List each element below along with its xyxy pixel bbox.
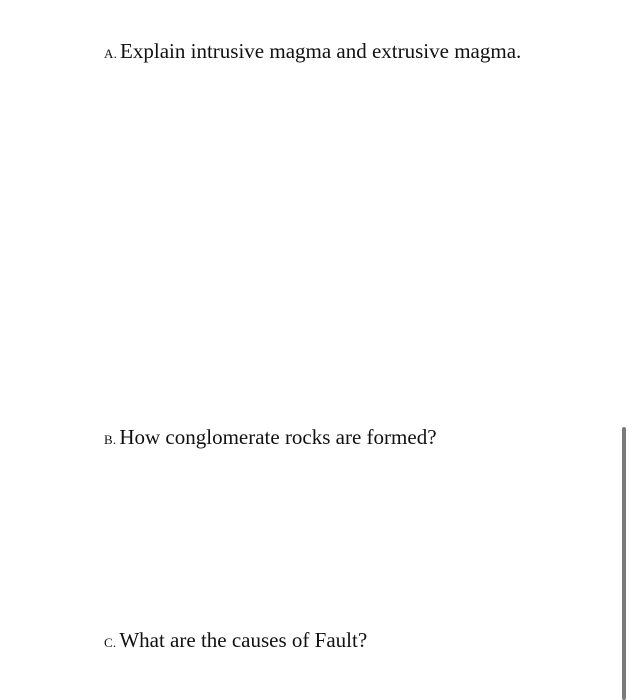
question-b-text: How conglomerate rocks are formed? (119, 425, 437, 449)
question-a-marker: A. (104, 46, 118, 61)
question-a (104, 41, 521, 62)
scrollbar-thumb[interactable] (622, 427, 626, 700)
question-b-marker: B. (104, 432, 117, 447)
question-a-text: Explain intrusive magma and extrusive magma. (120, 39, 522, 63)
question-c-text: What are the causes of Fault? (119, 628, 368, 652)
question-c-marker: C. (104, 635, 117, 650)
question-c (104, 630, 367, 651)
question-b (104, 427, 437, 448)
